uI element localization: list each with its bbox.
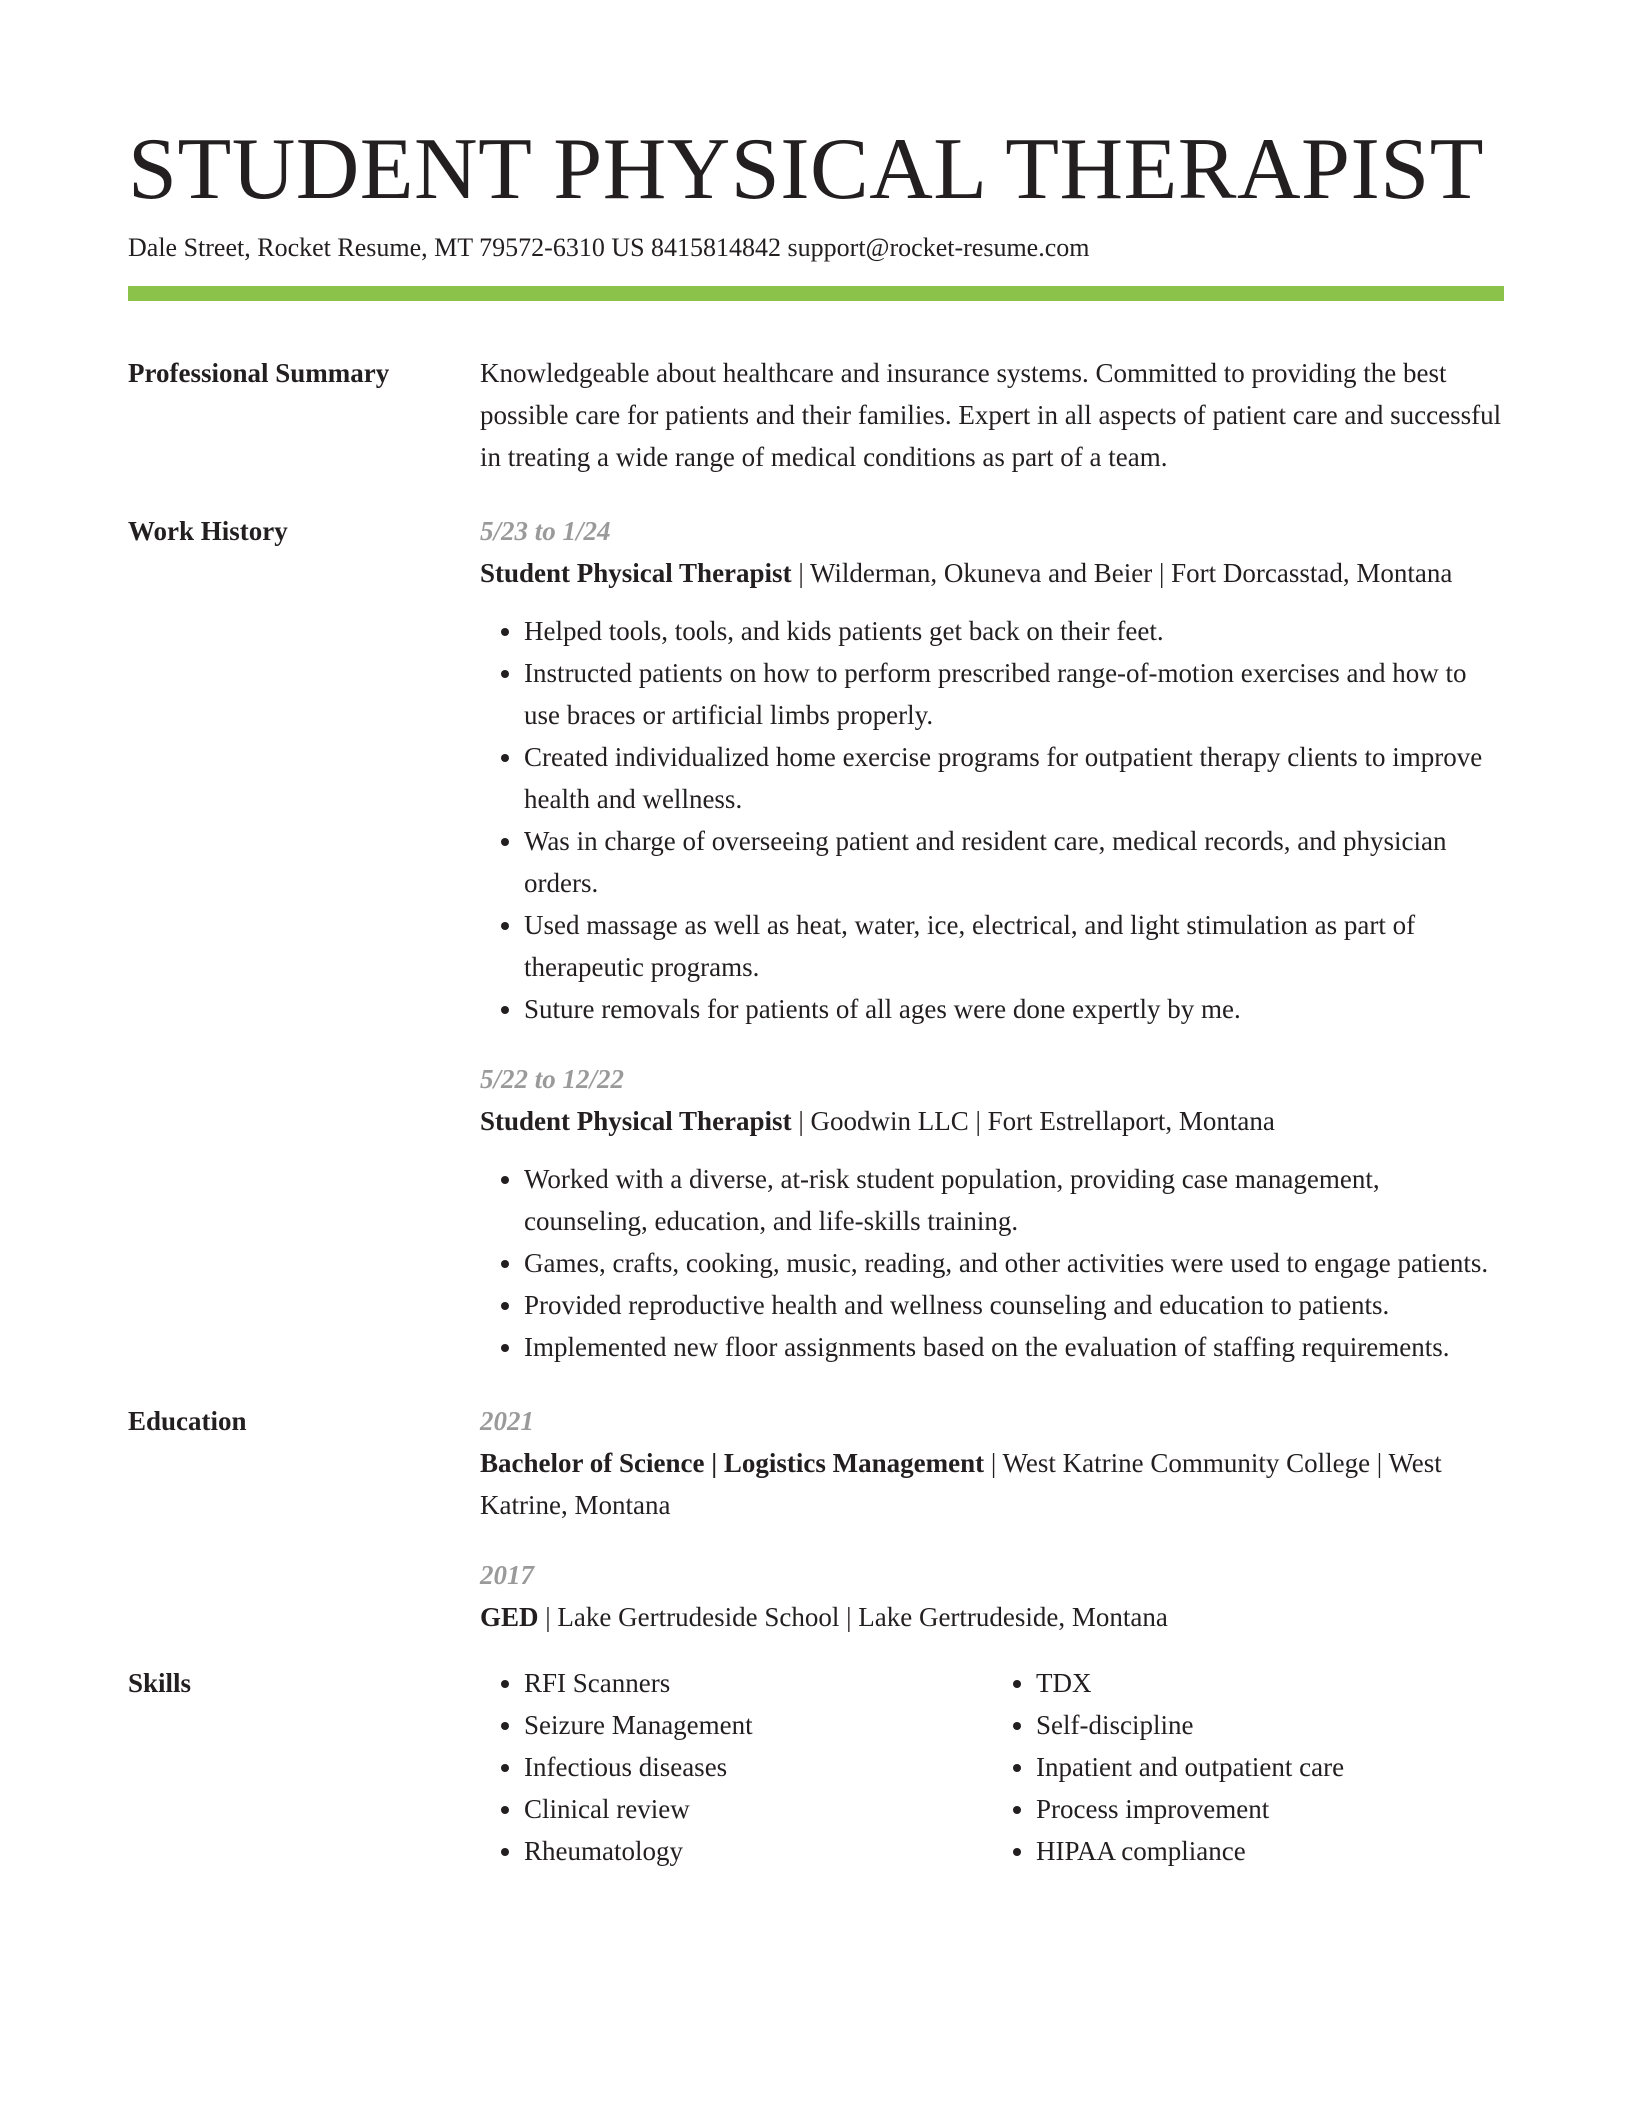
job-heading	[480, 552, 1504, 594]
education-details: | Lake Gertrudeside School | Lake Gertrudeside, Montana	[538, 1602, 1168, 1632]
job-bullet: • Worked with a diverse, at-risk student population, providing case management, counseling, education, and life-skills training.	[524, 1158, 1504, 1242]
job-bullet: • Instructed patients on how to perform prescribed range-of-motion exercises and how to use braces or artificial limbs properly.	[524, 652, 1504, 736]
education-heading	[480, 1596, 1504, 1638]
education-date: 2021	[480, 1406, 534, 1436]
job-details: | Wilderman, Okuneva and Beier | Fort Dorcasstad, Montana	[791, 558, 1453, 588]
education-section	[128, 1400, 1504, 1638]
education-entry	[480, 1554, 1504, 1638]
work-history-body	[480, 510, 1504, 1368]
skill-item: • Clinical review	[524, 1788, 992, 1830]
education-details: | West Katrine Community College | West Katrine, Montana	[480, 1448, 1442, 1520]
work-history-section	[128, 510, 1504, 1368]
job-date: 5/23 to 1/24	[480, 516, 611, 546]
skill-item: • Seizure Management	[524, 1704, 992, 1746]
skill-item: • TDX	[1036, 1662, 1504, 1704]
job-bullets	[480, 1158, 1504, 1368]
job-bullets	[480, 610, 1504, 1030]
skill-item: • RFI Scanners	[524, 1662, 992, 1704]
skill-item: • Process improvement	[1036, 1788, 1504, 1830]
education-date: 2017	[480, 1560, 534, 1590]
job-bullet: • Created individualized home exercise programs for outpatient therapy clients to improve health and wellness.	[524, 736, 1504, 820]
skill-item: • Infectious diseases	[524, 1746, 992, 1788]
job-entry	[480, 1058, 1504, 1368]
job-bullet: • Games, crafts, cooking, music, reading, and other activities were used to engage patients.	[524, 1242, 1504, 1284]
education-heading	[480, 1442, 1504, 1526]
skills-column-right	[992, 1662, 1504, 1872]
education-entry	[480, 1400, 1504, 1526]
summary-text: Knowledgeable about healthcare and insurance systems. Committed to providing the best possible care for patients and their families. Expert in all aspects of patient care and successful in treating a wide range of medical conditions as part of a team.	[480, 358, 1502, 472]
candidate-name: STUDENT PHYSICAL THERAPIST	[128, 121, 1484, 218]
education-degree: Bachelor of Science | Logistics Management	[480, 1448, 985, 1478]
job-bullet: • Was in charge of overseeing patient and resident care, medical records, and physician orders.	[524, 820, 1504, 904]
section-title-work: Work History	[128, 516, 288, 546]
summary-body	[480, 352, 1504, 478]
skill-item: • Rheumatology	[524, 1830, 992, 1872]
job-bullet: • Helped tools, tools, and kids patients get back on their feet.	[524, 610, 1504, 652]
resume-sections	[128, 352, 1504, 1904]
job-details: | Goodwin LLC | Fort Estrellaport, Montana	[791, 1106, 1275, 1136]
accent-divider	[128, 286, 1504, 301]
job-date: 5/22 to 12/22	[480, 1064, 625, 1094]
job-bullet: • Implemented new floor assignments based on the evaluation of staffing requirements.	[524, 1326, 1504, 1368]
section-title-education: Education	[128, 1406, 247, 1436]
skill-item: • Inpatient and outpatient care	[1036, 1746, 1504, 1788]
education-degree: GED	[480, 1602, 539, 1632]
education-body	[480, 1400, 1504, 1638]
section-title-summary: Professional Summary	[128, 358, 390, 388]
job-bullet: • Used massage as well as heat, water, ice, electrical, and light stimulation as part of therapeutic programs.	[524, 904, 1504, 988]
skills-column-left	[480, 1662, 992, 1872]
summary-section	[128, 352, 1504, 478]
skills-section	[128, 1662, 1504, 1872]
contact-info: Dale Street, Rocket Resume, MT 79572-6310 US 8415814842 support@rocket-resume.com	[128, 233, 1090, 262]
skills-body	[480, 1662, 1504, 1872]
job-bullet: • Provided reproductive health and wellness counseling and education to patients.	[524, 1284, 1504, 1326]
job-heading	[480, 1100, 1504, 1142]
job-entry	[480, 510, 1504, 1030]
job-bullet: • Suture removals for patients of all ages were done expertly by me.	[524, 988, 1504, 1030]
job-position: Student Physical Therapist	[480, 558, 792, 588]
job-position: Student Physical Therapist	[480, 1106, 792, 1136]
skill-item: • HIPAA compliance	[1036, 1830, 1504, 1872]
skill-item: • Self-discipline	[1036, 1704, 1504, 1746]
section-title-skills: Skills	[128, 1668, 192, 1698]
